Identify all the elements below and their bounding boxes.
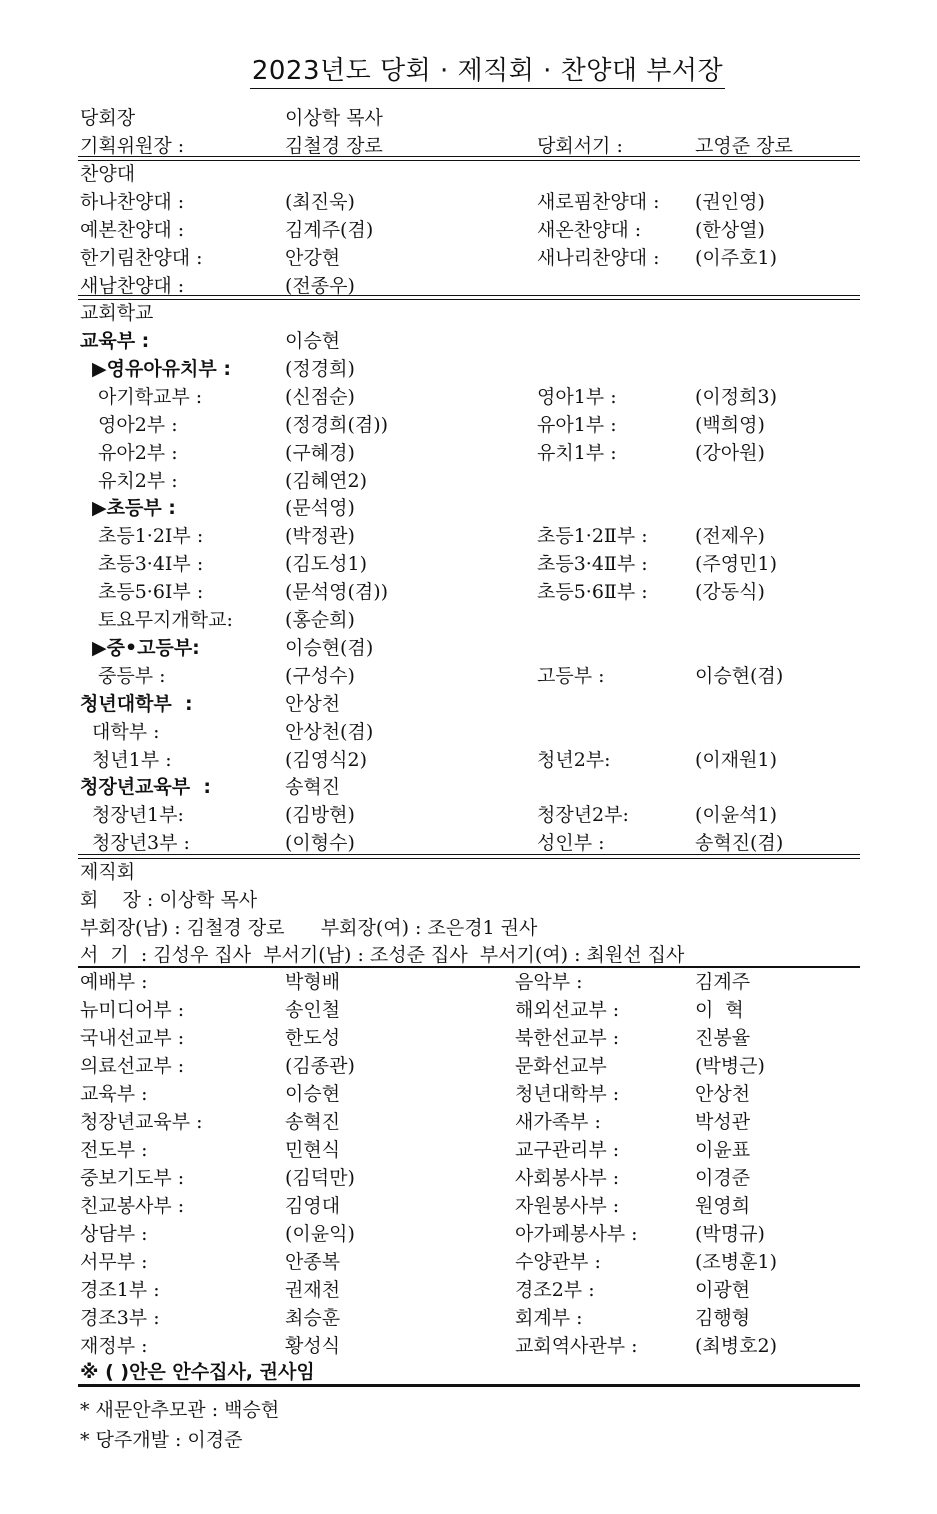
list-item (0, 383, 937, 411)
list-item (0, 1304, 937, 1332)
dept-leader: 김계주(겸) (285, 219, 374, 241)
dept-label: 유아1부 : (537, 414, 617, 436)
dept-leader: (최진욱) (285, 191, 355, 213)
list-item (0, 1164, 937, 1192)
dept-leader: (정경희(겸)) (285, 414, 389, 436)
dept-label: 서무부 : (80, 1251, 148, 1273)
dept-label: 새나리찬양대 : (537, 247, 660, 269)
mid-head-row: ▶중•고등부: 이승현(겸) (92, 637, 374, 659)
dept-label: 예본찬양대 : (80, 219, 185, 241)
list-item (0, 1332, 937, 1360)
section-heading-choir: 찬양대 (80, 163, 136, 185)
dept-leader: 한도성 (285, 1027, 341, 1049)
dept-leader: 송인철 (285, 999, 341, 1021)
list-item (0, 662, 937, 690)
value: 김철경 장로 (285, 135, 383, 157)
dept-label: 청년대학부 : (515, 1083, 620, 1105)
dept-leader: 민현식 (285, 1139, 341, 1161)
dept-label: 초등3·4Ⅱ부 : (537, 553, 648, 575)
dept-label: 전도부 : (80, 1139, 148, 1161)
dept-label: 상담부 : (80, 1223, 148, 1245)
list-item (0, 968, 937, 996)
dept-leader: (한상열) (695, 219, 765, 241)
section-heading-council: 제직회 (80, 861, 136, 883)
dept-label: 문화선교부 (515, 1055, 607, 1077)
list-item (0, 1024, 937, 1052)
dept-leader: (전종우) (285, 275, 355, 297)
dept-leader: 이승현 (285, 1083, 341, 1105)
dept-leader: (조병훈1) (695, 1251, 777, 1273)
council-clerk-line: 서 기 : 김성우 집사 부서기(남) : 조성준 집사 부서기(여) : 최원선 집사 (80, 944, 685, 966)
dept-leader: 원영희 (695, 1195, 751, 1217)
dept-label: 청장년1부: (92, 804, 184, 826)
dept-leader: (강동식) (695, 581, 765, 603)
dept-leader: 이광현 (695, 1279, 751, 1301)
dept-leader: 이승현(겸) (695, 665, 784, 687)
list-item (0, 606, 937, 634)
dept-leader: 박형배 (285, 971, 341, 993)
dept-label: 토요무지개학교: (98, 609, 233, 631)
dept-label: 새로핌찬양대 : (537, 191, 660, 213)
divider (78, 1384, 860, 1387)
dept-label: 자원봉사부 : (515, 1195, 620, 1217)
dept-leader: (구혜경) (285, 442, 355, 464)
dept-label: 경조2부 : (515, 1279, 595, 1301)
dept-leader: (박병근) (695, 1055, 765, 1077)
dept-label: 초등1·2Ⅰ부 : (98, 525, 204, 547)
dept-leader: (김혜연2) (285, 470, 367, 492)
label: 당회서기 : (537, 135, 623, 157)
dept-leader: 송혁진 (285, 1111, 341, 1133)
list-item (0, 244, 937, 272)
dept-label: 초등1·2Ⅱ부 : (537, 525, 648, 547)
list-item (0, 1108, 937, 1136)
dept-leader: 김행형 (695, 1307, 751, 1329)
dept-label: 초등5·6Ⅱ부 : (537, 581, 648, 603)
session-chair-row (0, 104, 937, 132)
dept-leader: (강아원) (695, 442, 765, 464)
list-item (0, 550, 937, 578)
list-item (0, 188, 937, 216)
dept-label: 청년2부: (537, 749, 611, 771)
dept-label: 영아1부 : (537, 386, 617, 408)
list-item (0, 467, 937, 495)
label: 기획위원장 : (80, 135, 185, 157)
dept-label: 예배부 : (80, 971, 148, 993)
dept-leader: 김영대 (285, 1195, 341, 1217)
dept-label: 청년1부 : (92, 749, 172, 771)
dept-label: 새가족부 : (515, 1111, 601, 1133)
dept-leader: (김덕만) (285, 1167, 355, 1189)
dept-label: 국내선교부 : (80, 1027, 185, 1049)
page-title: 2023년도 당회 · 제직회 · 찬양대 부서장 (0, 50, 937, 89)
list-item (0, 1192, 937, 1220)
dept-leader: (문석영(겸)) (285, 581, 389, 603)
dept-leader: (박정관) (285, 525, 355, 547)
dept-leader: 안종복 (285, 1251, 341, 1273)
list-item (0, 1248, 937, 1276)
dept-label: 수양관부 : (515, 1251, 601, 1273)
dept-label: 청장년교육부 : (80, 1111, 203, 1133)
value: 고영준 장로 (695, 135, 793, 157)
dept-leader: (이정희3) (695, 386, 777, 408)
adult-head-row: 청장년교육부 : 송혁진 (80, 776, 341, 798)
school-edu-row: 교육부 : 이승현 (80, 330, 341, 352)
dept-label: 친교봉사부 : (80, 1195, 185, 1217)
dept-leader: 김계주 (695, 971, 751, 993)
dept-leader: (구성수) (285, 665, 355, 687)
dept-leader: (김영식2) (285, 749, 367, 771)
dept-label: 교회역사관부 : (515, 1335, 638, 1357)
list-item (0, 216, 937, 244)
list-item (0, 746, 937, 774)
dept-leader: (최병호2) (695, 1335, 777, 1357)
dept-leader: 안강현 (285, 247, 341, 269)
dept-leader: (김방현) (285, 804, 355, 826)
dept-label: 중등부 : (98, 665, 166, 687)
list-item (0, 829, 937, 857)
dept-leader: (김종관) (285, 1055, 355, 1077)
dept-label: 재정부 : (80, 1335, 148, 1357)
dept-label: 유아2부 : (98, 442, 178, 464)
list-item (0, 522, 937, 550)
list-item (0, 578, 937, 606)
dept-label: 음악부 : (515, 971, 583, 993)
dept-leader: (박명규) (695, 1223, 765, 1245)
dept-leader: (이형수) (285, 832, 355, 854)
dept-leader: 박성관 (695, 1111, 751, 1133)
youth-head-row: 청년대학부 : 안상천 (80, 693, 341, 715)
dept-leader: (신점순) (285, 386, 355, 408)
dept-label: 유치1부 : (537, 442, 617, 464)
dept-leader: 권재천 (285, 1279, 341, 1301)
list-item (0, 718, 937, 746)
list-item (0, 439, 937, 467)
council-chair-line: 회 장 : 이상학 목사 (80, 889, 258, 911)
section-heading-school: 교회학교 (80, 302, 154, 324)
list-item (0, 996, 937, 1024)
dept-leader: (홍순희) (285, 609, 355, 631)
list-item (0, 1220, 937, 1248)
dept-leader: 안상천(겸) (285, 721, 374, 743)
dept-label: 새남찬양대 : (80, 275, 185, 297)
dept-label: 의료선교부 : (80, 1055, 185, 1077)
dept-label: 대학부 : (92, 721, 160, 743)
dept-leader: 진봉율 (695, 1027, 751, 1049)
dept-leader: (주영민1) (695, 553, 777, 575)
dept-leader: 이 혁 (695, 999, 744, 1021)
dept-leader: (백희영) (695, 414, 765, 436)
dept-label: 하나찬양대 : (80, 191, 185, 213)
dept-leader: 안상천 (695, 1083, 751, 1105)
dept-leader: 황성식 (285, 1335, 341, 1357)
dept-leader: (김도성1) (285, 553, 367, 575)
dept-label: 해외선교부 : (515, 999, 620, 1021)
dept-label: 새온찬양대 : (537, 219, 642, 241)
dept-label: 청장년2부: (537, 804, 629, 826)
dept-leader: (이윤석1) (695, 804, 777, 826)
dept-label: 사회봉사부 : (515, 1167, 620, 1189)
dept-label: 초등5·6Ⅰ부 : (98, 581, 204, 603)
footer-line-1: * 새문안추모관 : 백승현 (80, 1399, 280, 1421)
value: 이상학 목사 (285, 107, 383, 129)
dept-label: 성인부 : (537, 832, 605, 854)
dept-label: 아가페봉사부 : (515, 1223, 638, 1245)
council-vice-line: 부회장(남) : 김철경 장로 부회장(여) : 조은경1 권사 (80, 917, 538, 939)
dept-leader: (이윤익) (285, 1223, 355, 1245)
council-note: ※ ( )안은 안수집사, 권사임 (80, 1361, 315, 1383)
dept-label: 교육부 : (80, 1083, 148, 1105)
dept-leader: 송혁진(겸) (695, 832, 784, 854)
dept-label: 경조1부 : (80, 1279, 160, 1301)
list-item (0, 801, 937, 829)
dept-leader: (이주호1) (695, 247, 777, 269)
dept-label: 고등부 : (537, 665, 605, 687)
dept-label: 영아2부 : (98, 414, 178, 436)
list-item (0, 1052, 937, 1080)
list-item (0, 1136, 937, 1164)
dept-label: 중보기도부 : (80, 1167, 185, 1189)
label: 당회장 (80, 107, 136, 129)
dept-label: 유치2부 : (98, 470, 178, 492)
dept-leader: 최승훈 (285, 1307, 341, 1329)
list-item (0, 1080, 937, 1108)
dept-label: 아기학교부 : (98, 386, 203, 408)
dept-label: 한기림찬양대 : (80, 247, 203, 269)
dept-label: 북한선교부 : (515, 1027, 620, 1049)
dept-label: 경조3부 : (80, 1307, 160, 1329)
dept-leader: (권인영) (695, 191, 765, 213)
dept-leader: 이경준 (695, 1167, 751, 1189)
list-item (0, 411, 937, 439)
list-item (0, 1276, 937, 1304)
dept-label: 회계부 : (515, 1307, 583, 1329)
dept-label: 초등3·4Ⅰ부 : (98, 553, 204, 575)
dept-leader: (이재원1) (695, 749, 777, 771)
dept-label: 뉴미디어부 : (80, 999, 185, 1021)
dept-leader: 이윤표 (695, 1139, 751, 1161)
kinder-head-row: ▶영유아유치부 : (정경희) (92, 358, 355, 380)
footer-line-2: * 당주개발 : 이경준 (80, 1429, 243, 1451)
dept-leader: (전제우) (695, 525, 765, 547)
dept-label: 청장년3부 : (92, 832, 190, 854)
elem-head-row: ▶초등부 : (문석영) (92, 497, 355, 519)
dept-label: 교구관리부 : (515, 1139, 620, 1161)
